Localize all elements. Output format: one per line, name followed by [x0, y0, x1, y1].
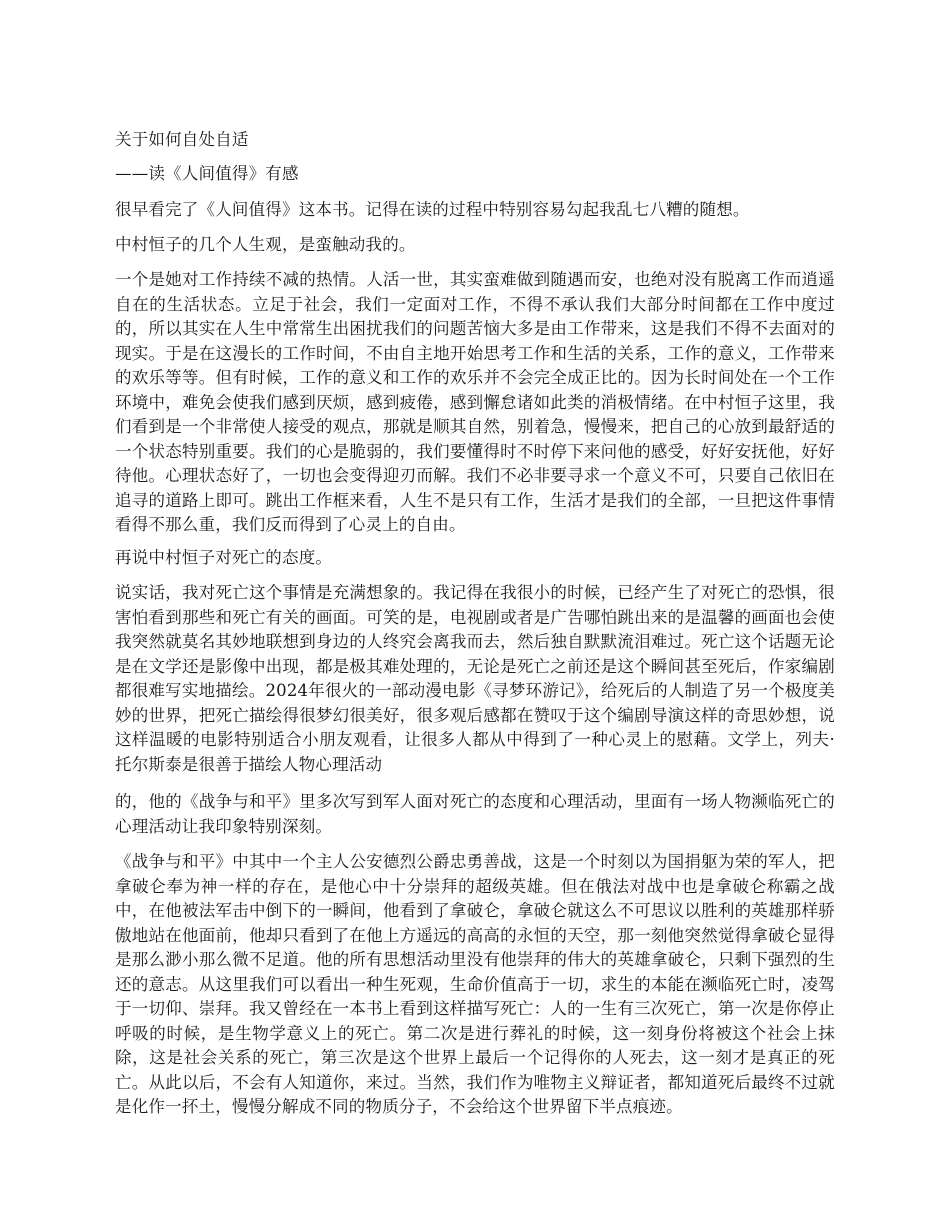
- paragraph-4: 再说中村恒子对死亡的态度。: [115, 548, 333, 567]
- paragraph-6: 的，他的《战争与和平》里多次写到军人面对死亡的态度和心理活动，里面有一场人物濒临死亡的心理活动让我印象特别深刻。: [115, 792, 835, 836]
- document-subtitle: ——读《人间值得》有感: [115, 164, 299, 183]
- paragraph-1: 很早看完了《人间值得》这本书。记得在读的过程中特别容易勾起我乱七八糟的随想。: [115, 200, 750, 219]
- document-title: 关于如何自处自适: [115, 130, 249, 149]
- paragraph-7: 《战争与和平》中其中一个主人公安德烈公爵忠勇善战，这是一个时刻以为国捐躯为荣的军人，把拿破仑奉为神一样的存在，是他心中十分崇拜的超级英雄。但在俄法对战中也是拿破仑称霸之战中，在他被法军击中倒下的一瞬间，他看到了拿破仑，拿破仑就这么不可思议以胜利的英雄那样骄傲地站在他面前，他却只看到了在他上方遥远的高高的永恒的天空，那一刻他突然觉得拿破仑显得是那么渺小那么微不足道。他的所有思想活动里没有他崇拜的伟大的英雄拿破仑，只剩下强烈的生还的意志。从这里我们可以看出一种生死观，生命价值高于一切，求生的本能在濒临死亡时，凌驾于一切仰、崇拜。我又曾经在一本书上看到这样描写死亡：人的一生有三次死亡，第一次是你停止呼吸的时候，是生物学意义上的死亡。第二次是进行葬礼的时候，这一刻身份将被这个社会上抹除，这是社会关系的死亡，第三次是这个世界上最后一个记得你的人死去，这一刻才是真正的死亡。从此以后，不会有人知道你，来过。当然，我们作为唯物主义辩证者，都知道死后最终不过就是化作一抔土，慢慢分解成不同的物质分子，不会给这个世界留下半点痕迹。: [115, 852, 835, 1116]
- paragraph-5: 说实话，我对死亡这个事情是充满想象的。我记得在我很小的时候，已经产生了对死亡的恐惧，很害怕看到那些和死亡有关的画面。可笑的是，电视剧或者是广告哪怕跳出来的是温馨的画面也会使我突然就莫名其妙地联想到身边的人终究会离我而去，然后独自默默流泪难过。死亡这个话题无论是在文学还是影像中出现，都是极其难处理的，无论是死亡之前还是这个瞬间甚至死后，作家编剧都很难写实地描绘。2024年很火的一部动漫电影《寻梦环游记》，给死后的人制造了另一个极度美妙的世界，把死亡描绘得很梦幻很美好，很多观后感都在赞叹于这个编剧导演这样的奇思妙想，说这样温暖的电影特别适合小朋友观看，让很多人都从中得到了一种心灵上的慰藉。文学上，列夫·托尔斯泰是很善于描绘人物心理活动: [115, 583, 835, 774]
- paragraph-3: 一个是她对工作持续不减的热情。人活一世，其实蛮难做到随遇而安，也绝对没有脱离工作而逍遥自在的生活状态。立足于社会，我们一定面对工作，不得不承认我们大部分时间都在工作中度过的，所以其实在人生中常常生出困扰我们的问题苦恼大多是由工作带来，这是我们不得不去面对的现实。于是在这漫长的工作时间，不由自主地开始思考工作和生活的关系，工作的意义，工作带来的欢乐等等。但有时候，工作的意义和工作的欢乐并不会完全成正比的。因为长时间处在一个工作环境中，难免会使我们感到厌烦，感到疲倦，感到懈怠诸如此类的消极情绪。在中村恒子这里，我们看到是一个非常使人接受的观点，那就是顺其自然，别着急，慢慢来，把自己的心放到最舒适的一个状态特别重要。我们的心是脆弱的，我们要懂得时不时停下来问他的感受，好好安抚他，好好待他。心理状态好了，一切也会变得迎刃而解。我们不必非要寻求一个意义不可，只要自己依旧在追寻的道路上即可。跳出工作框来看，人生不是只有工作，生活才是我们的全部，一旦把这件事情看得不那么重，我们反而得到了心灵上的自由。: [115, 270, 835, 534]
- paragraph-2: 中村恒子的几个人生观，是蛮触动我的。: [115, 235, 416, 254]
